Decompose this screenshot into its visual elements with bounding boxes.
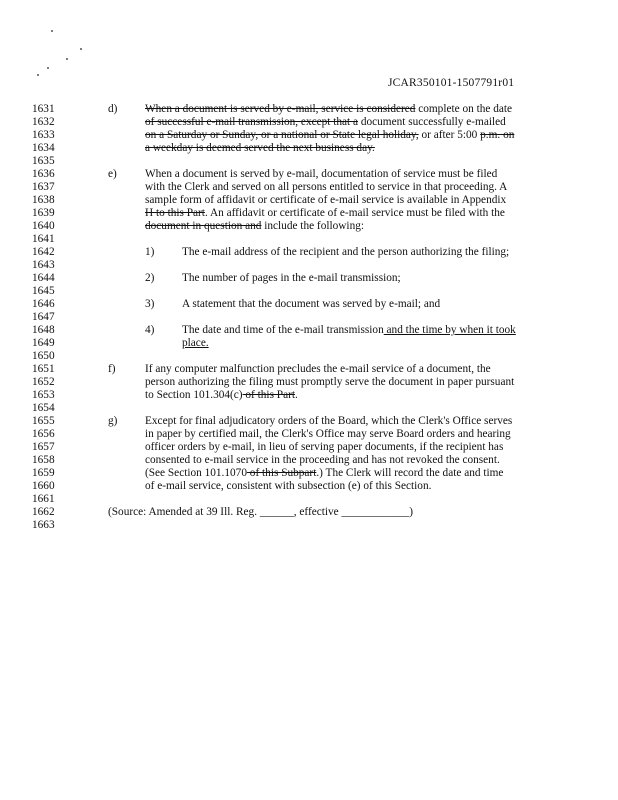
line-number: 1657 bbox=[32, 441, 55, 453]
item-number: 4) bbox=[145, 324, 155, 336]
text-span: or after 5:00 bbox=[418, 129, 481, 141]
text-span: to Section 101.304(c) bbox=[145, 389, 243, 401]
text-line bbox=[145, 103, 512, 116]
item-number: 3) bbox=[145, 298, 155, 310]
subsection-label: f) bbox=[108, 363, 116, 375]
struck-text: of this Subpart bbox=[246, 467, 317, 479]
line-number: 1658 bbox=[32, 454, 55, 466]
line-number: 1649 bbox=[32, 337, 55, 349]
text-span: complete on the date bbox=[415, 103, 513, 115]
line-number: 1653 bbox=[32, 389, 55, 401]
line-number: 1632 bbox=[32, 116, 55, 128]
text-span: .) The Clerk will record the date and time bbox=[316, 467, 504, 479]
line-number: 1656 bbox=[32, 428, 55, 440]
text-line: Except for final adjudicatory orders of the Board, which the Clerk's Office serves bbox=[145, 415, 513, 427]
line-number: 1631 bbox=[32, 103, 55, 115]
text-line bbox=[145, 467, 503, 480]
item-text: The e-mail address of the recipient and the person authorizing the filing; bbox=[182, 246, 510, 258]
line-number: 1640 bbox=[32, 220, 55, 232]
item-text: The number of pages in the e-mail transmission; bbox=[182, 272, 401, 284]
underlined-text: and the time by when it took bbox=[383, 324, 516, 336]
line-number: 1634 bbox=[32, 142, 55, 154]
text-line: person authorizing the filing must promptly serve the document in paper pursuant bbox=[145, 376, 515, 388]
text-line: sample form of affidavit or certificate of e-mail service is available in Appendix bbox=[145, 194, 507, 206]
text-line bbox=[145, 116, 506, 129]
line-number: 1635 bbox=[32, 155, 55, 167]
line-number: 1661 bbox=[32, 493, 55, 505]
line-number: 1643 bbox=[32, 259, 55, 271]
line-number: 1651 bbox=[32, 363, 55, 375]
document-id: JCAR350101-1507791r01 bbox=[388, 77, 515, 89]
line-number: 1662 bbox=[32, 506, 55, 518]
source-note: (Source: Amended at 39 Ill. Reg. ______, effective ____________) bbox=[108, 506, 414, 518]
line-number: 1645 bbox=[32, 285, 55, 297]
subsection-label: g) bbox=[108, 415, 118, 427]
line-number: 1646 bbox=[32, 298, 55, 310]
line-number: 1647 bbox=[32, 311, 55, 323]
line-number: 1642 bbox=[32, 246, 55, 258]
text-span: . An affidavit or certificate of e-mail service must be filed with the bbox=[204, 207, 505, 219]
subsection-label: e) bbox=[108, 168, 117, 180]
struck-text: H to this Part bbox=[145, 207, 205, 219]
text-span: . bbox=[294, 389, 298, 401]
text-line bbox=[145, 389, 298, 402]
text-line bbox=[145, 129, 514, 142]
struck-text: of this Part bbox=[242, 389, 295, 401]
subsection-label: d) bbox=[108, 103, 118, 115]
line-number: 1654 bbox=[32, 402, 55, 414]
line-number: 1652 bbox=[32, 376, 55, 388]
struck-text: p.m. on bbox=[480, 129, 515, 141]
line-number: 1659 bbox=[32, 467, 55, 479]
text-span: The date and time of the e-mail transmission bbox=[182, 324, 384, 336]
line-number: 1639 bbox=[32, 207, 55, 219]
line-number: 1648 bbox=[32, 324, 55, 336]
text-span: (See Section 101.1070 bbox=[145, 467, 247, 479]
line-number: 1660 bbox=[32, 480, 55, 492]
text-line: officer orders by e-mail, in lieu of serving paper documents, if the recipient has bbox=[145, 441, 504, 453]
text-line: with the Clerk and served on all persons entitled to service in that proceeding. A bbox=[145, 181, 508, 193]
text-line: If any computer malfunction precludes the e-mail service of a document, the bbox=[145, 363, 491, 375]
line-number: 1655 bbox=[32, 415, 55, 427]
text-line: consented to e-mail service in the proceeding and has not revoked the consent. bbox=[145, 454, 500, 466]
line-number: 1636 bbox=[32, 168, 55, 180]
struck-text: on a Saturday or Sunday, or a national or State legal holiday, bbox=[145, 129, 419, 141]
text-line: of e-mail service, consistent with subsection (e) of this Section. bbox=[145, 480, 432, 492]
item-text bbox=[182, 337, 209, 350]
text-span: include the following: bbox=[261, 220, 364, 232]
line-number: 1633 bbox=[32, 129, 55, 141]
text-line bbox=[145, 207, 505, 220]
underlined-text: place. bbox=[182, 337, 209, 349]
struck-text: document in question and bbox=[145, 220, 262, 232]
text-line: When a document is served by e-mail, documentation of service must be filed bbox=[145, 168, 498, 180]
line-number: 1644 bbox=[32, 272, 55, 284]
struck-text: a weekday is deemed served the next business day. bbox=[145, 142, 375, 154]
item-number: 2) bbox=[145, 272, 155, 284]
line-number: 1638 bbox=[32, 194, 55, 206]
struck-text: of successful e-mail transmission, except that a bbox=[145, 116, 359, 128]
item-number: 1) bbox=[145, 246, 155, 258]
item-text bbox=[182, 324, 516, 337]
line-number: 1641 bbox=[32, 233, 55, 245]
line-number: 1663 bbox=[32, 519, 55, 531]
text-line: in paper by certified mail, the Clerk's Office may serve Board orders and hearing bbox=[145, 428, 511, 440]
item-text: A statement that the document was served by e-mail; and bbox=[182, 298, 441, 310]
text-line bbox=[145, 142, 375, 155]
text-span: document successfully e-mailed bbox=[358, 116, 506, 128]
line-number: 1650 bbox=[32, 350, 55, 362]
text-line bbox=[145, 220, 364, 233]
struck-text: When a document is served by e-mail, service is considered bbox=[145, 103, 416, 115]
line-number: 1637 bbox=[32, 181, 55, 193]
